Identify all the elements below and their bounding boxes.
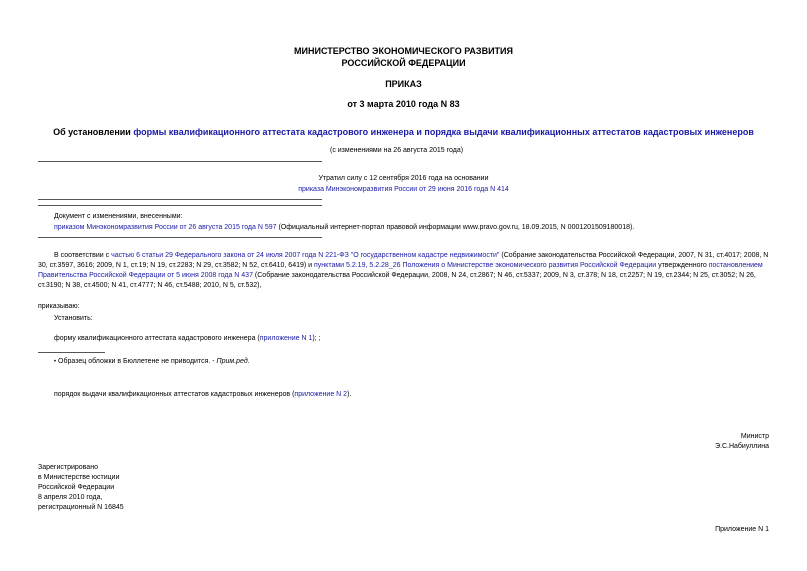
amendments-note: (с изменениями на 26 августа 2015 года): [330, 147, 464, 154]
law-link[interactable]: частью 6 статьи 29 Федерального закона от 24 июля 2007 года N 221-ФЗ "О государственном кадастре недвижимости": [111, 252, 500, 259]
order-word: приказываю:: [38, 303, 80, 310]
registration-line: Российской Федерации: [38, 484, 115, 491]
title-prefix: Об установлении: [53, 127, 134, 137]
establish-text: Установить:: [54, 315, 93, 322]
registration-line: в Министерстве юстиции: [38, 474, 120, 481]
item-2: [54, 390, 351, 400]
item-1-suffix: ); ;: [312, 335, 321, 342]
changes-suffix: (Официальный интернет-портал правовой информации www.pravo.gov.ru, 18.09.2015, N 0001201509180018).: [276, 224, 635, 231]
lost-force-link[interactable]: приказа Минэкономразвития России от 29 июня 2016 года N 414: [298, 186, 509, 193]
item-1-text: форму квалификационного аттестата кадастрового инженера (: [54, 335, 260, 342]
ministry-name: [0, 45, 807, 69]
preamble-text: В соответствии с: [54, 252, 112, 259]
divider: [38, 199, 322, 200]
registration-block: [38, 463, 124, 513]
item-2-text: порядок выдачи квалификационных аттестатов кадастровых инженеров (: [54, 391, 295, 398]
appendix-1-link[interactable]: приложение N 1: [259, 335, 313, 342]
item-1: [54, 334, 321, 344]
doc-title: [0, 127, 807, 137]
divider: [38, 205, 322, 206]
doc-type: ПРИКАЗ: [385, 79, 422, 89]
preamble-text: (Собрание законодательства Российской Федерации, 2008, N 24, ст.2867; N 46, ст.5337; 2009, N 3, ст.378; N 18, ст.2257; N 19, ст.2344; N 25, ст.3052; N 26, ст.3190; N 38, ст.4500; N 41, ст.4777; N 46, ст.5488; 2010, N 5, ст.532),: [38, 272, 756, 289]
preamble: [38, 251, 769, 291]
registration-line: регистрационный N 16845: [38, 504, 124, 511]
title-link[interactable]: формы квалификационного аттестата кадастрового инженера и порядка выдачи квалификационных аттестатов кадастровых инженеров: [133, 127, 754, 137]
appendix-label: Приложение N 1: [715, 526, 769, 533]
resolution-link[interactable]: постановлением Правительства Российской Федерации от 5 июня 2008 года N 437: [38, 262, 763, 279]
footnote-divider: [38, 352, 105, 353]
appendix-2-link[interactable]: приложение N 2: [294, 391, 348, 398]
changes-line: [54, 223, 774, 233]
ministry-line-1: МИНИСТЕРСТВО ЭКОНОМИЧЕСКОГО РАЗВИТИЯ: [294, 46, 513, 56]
lost-force-text: Утратил силу с 12 сентября 2016 года на основании: [318, 175, 489, 182]
signature: [715, 432, 769, 452]
registration-line: Зарегистрировано: [38, 464, 98, 471]
signature-title: Министр: [740, 433, 769, 440]
footnote-text: Образец обложки в Бюллетене не приводится. -: [56, 358, 217, 365]
preamble-text: утвержденного: [656, 262, 709, 269]
divider: [38, 237, 322, 238]
registration-line: 8 апреля 2010 года,: [38, 494, 103, 501]
regulation-link[interactable]: пунктами 5.2.19, 5.2.28_26 Положения о Министерстве экономического развития Российской Федерации: [314, 262, 657, 269]
ministry-line-2: РОССИЙСКОЙ ФЕДЕРАЦИИ: [341, 58, 466, 68]
footnote-italic: Прим.ред.: [216, 358, 250, 365]
footnote: [54, 357, 250, 367]
divider: [38, 161, 322, 162]
preamble-text: (Собрание законодательства Российской Федерации, 2007, N 31, ст.4017; 2008, N 30, ст.3597, 3616; 2009, N 1, ст.19; N 19, ст.2283; N 29, ст.3582; N 52, ст.6410, 6419) и: [38, 252, 769, 269]
item-2-suffix: ).: [347, 391, 352, 398]
changes-label: Документ с изменениями, внесенными:: [54, 213, 183, 220]
signature-name: Э.С.Набиуллина: [714, 443, 769, 450]
footnote-marker: •: [54, 359, 57, 365]
changes-link[interactable]: приказом Минэкономразвития России от 26 августа 2015 года N 597: [54, 224, 277, 231]
doc-date-number: от 3 марта 2010 года N 83: [347, 99, 460, 109]
